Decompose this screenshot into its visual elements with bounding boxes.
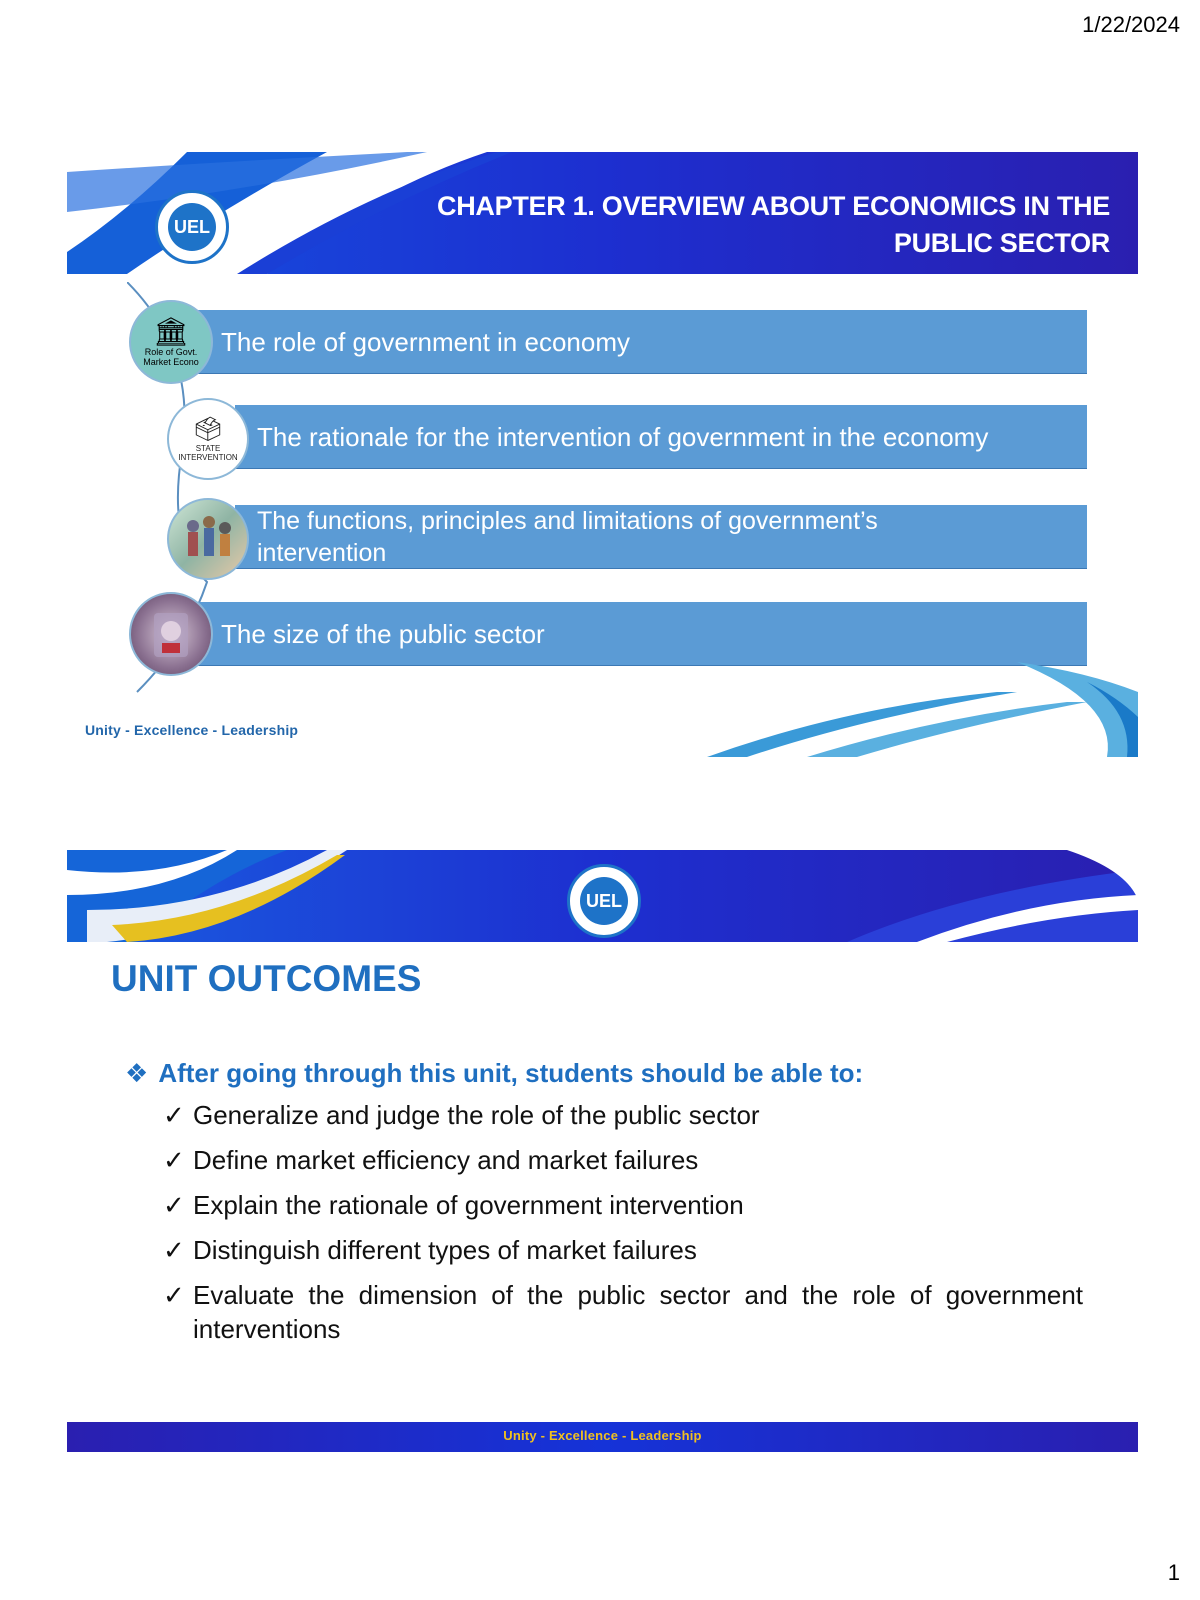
uel-logo-icon (155, 190, 229, 264)
checkmark-icon: ✓ (163, 1100, 185, 1130)
topic-icon-caption-1: Role of Govt. Market Econo (143, 347, 199, 367)
topic-bar-3[interactable] (235, 505, 1087, 569)
outcomes-list (163, 1098, 1083, 1357)
outcome-item (163, 1233, 1083, 1267)
public-sector-photo-icon (129, 592, 213, 676)
page-date: 1/22/2024 (1082, 12, 1180, 37)
slide-chapter-overview (67, 152, 1138, 757)
outcomes-lead (125, 1058, 863, 1089)
uel-logo-icon-2 (567, 864, 641, 938)
topic-label-2: The rationale for the intervention of government in the economy (257, 421, 989, 452)
outcome-text: Evaluate the dimension of the public sector and the role of government interventions (193, 1280, 1083, 1344)
checkmark-icon: ✓ (163, 1280, 185, 1310)
topic-label-1: The role of government in economy (221, 326, 630, 357)
outcome-text: Distinguish different types of market failures (193, 1235, 697, 1265)
uel-logo-text-2: UEL (580, 877, 628, 925)
outcome-item (163, 1278, 1083, 1346)
outcomes-lead-text: After going through this unit, students should be able to: (158, 1058, 864, 1088)
topic-bar-1[interactable] (197, 310, 1087, 374)
topic-bar-4[interactable] (197, 602, 1087, 666)
outcome-item (163, 1098, 1083, 1132)
page-number: 1 (1167, 1560, 1180, 1585)
slide1-header-banner (67, 152, 1138, 274)
topic-label-3: The functions, principles and limitations of government’s intervention (257, 506, 878, 567)
checkmark-icon: ✓ (163, 1235, 185, 1265)
outcome-text: Define market efficiency and market failures (193, 1145, 699, 1175)
outcome-text: Generalize and judge the role of the public sector (193, 1100, 760, 1130)
checkmark-icon: ✓ (163, 1145, 185, 1175)
topic-bar-2[interactable] (235, 405, 1087, 469)
outcome-item (163, 1188, 1083, 1222)
state-intervention-icon: 🗳 STATE INTERVENTION (167, 398, 249, 480)
uel-logo-text: UEL (168, 203, 216, 251)
slide2-footer-motto: Unity - Excellence - Leadership (503, 1428, 702, 1443)
people-illustration-icon (167, 498, 249, 580)
outcome-item (163, 1143, 1083, 1177)
outcome-text: Explain the rationale of government intervention (193, 1190, 744, 1220)
topic-label-4: The size of the public sector (221, 618, 545, 649)
checkmark-icon: ✓ (163, 1190, 185, 1220)
diamond-bullet-icon: ❖ (125, 1058, 149, 1088)
slide2-footer-bar (67, 1422, 1138, 1452)
footer-swoosh-graphic (687, 662, 1138, 757)
topic-icon-caption-2: STATE INTERVENTION (178, 444, 238, 462)
unit-outcomes-title: UNIT OUTCOMES (111, 958, 422, 999)
government-building-icon: 🏛 Role of Govt. Market Econo (129, 300, 213, 384)
chapter-title: CHAPTER 1. OVERVIEW ABOUT ECONOMICS IN THE PUBLIC SECTOR (437, 191, 1110, 258)
slide-unit-outcomes (67, 850, 1138, 1456)
slide2-header-banner (67, 850, 1138, 942)
slide1-footer-motto: Unity - Excellence - Leadership (85, 722, 299, 738)
